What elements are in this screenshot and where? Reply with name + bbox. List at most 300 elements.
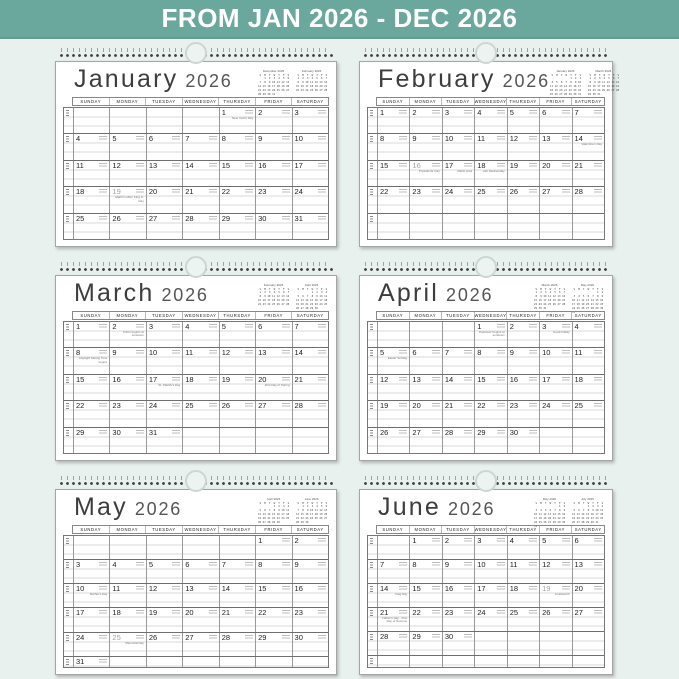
day-cell xyxy=(443,401,475,426)
day-cell xyxy=(378,560,410,583)
day-cell xyxy=(74,633,110,656)
week-gutter xyxy=(64,322,74,347)
week-gutter xyxy=(368,656,378,667)
mini-week-row: 1 2 3 4 5 6 xyxy=(296,505,327,509)
day-cell xyxy=(508,428,540,453)
julian-date-mark xyxy=(399,430,407,434)
date-number: 29 xyxy=(76,427,85,437)
month-card xyxy=(55,476,337,675)
date-number: 3 xyxy=(76,560,81,570)
date-number: 24 xyxy=(294,187,303,197)
julian-date-mark xyxy=(209,163,217,167)
date-number: 12 xyxy=(542,559,551,569)
day-cell xyxy=(540,536,572,559)
week-gutter xyxy=(368,108,378,133)
day-cell xyxy=(220,428,256,453)
day-cell xyxy=(256,108,292,133)
date-number: 19 xyxy=(509,160,519,170)
week-row xyxy=(64,187,328,213)
julian-date-mark xyxy=(432,163,440,167)
holiday-note: Father's Day · First Day of Summer xyxy=(382,616,408,624)
date-number: 2 xyxy=(412,108,417,117)
week-row xyxy=(368,428,604,453)
julian-date-mark xyxy=(209,216,217,220)
day-cell xyxy=(147,608,183,631)
julian-date-mark xyxy=(172,403,180,407)
julian-date-mark xyxy=(432,538,440,542)
day-cell xyxy=(74,161,110,186)
julian-date-mark xyxy=(245,324,253,328)
day-cell xyxy=(378,536,410,559)
date-number: 19 xyxy=(380,401,389,411)
julian-date-mark xyxy=(209,324,217,328)
mini-label: February 2026 xyxy=(263,283,284,287)
week-row xyxy=(368,401,604,427)
julian-date-mark xyxy=(99,635,107,639)
day-cell xyxy=(508,348,540,373)
day-cell xyxy=(573,214,604,239)
date-number: 16 xyxy=(294,584,303,594)
weekday-label: SATURDAY xyxy=(571,312,604,319)
date-number: 13 xyxy=(185,584,194,594)
day-cell xyxy=(540,214,572,239)
julian-date-mark xyxy=(136,324,144,328)
day-cell xyxy=(573,348,604,373)
julian-date-mark xyxy=(464,163,472,167)
day-cell xyxy=(573,428,604,453)
julian-date-mark xyxy=(399,403,407,407)
date-number: 23 xyxy=(294,608,303,618)
mini-week-row: 17 18 19 20 21 22 23 xyxy=(534,517,565,521)
date-number: 5 xyxy=(148,560,154,570)
day-cell xyxy=(293,375,328,400)
day-cell xyxy=(475,187,507,212)
day-cell xyxy=(475,214,507,239)
day-cell xyxy=(256,134,292,159)
day-cell xyxy=(410,584,442,607)
day-cell xyxy=(110,633,146,656)
day-cell xyxy=(443,656,475,667)
julian-date-mark xyxy=(529,430,537,434)
day-cell xyxy=(508,560,540,583)
date-number: 25 xyxy=(477,187,486,197)
julian-date-mark xyxy=(282,377,290,381)
day-cell xyxy=(410,536,442,559)
week-row xyxy=(368,322,604,348)
week-gutter xyxy=(368,214,378,239)
day-cell xyxy=(147,108,183,133)
mini-week-row: 15 16 17 18 19 20 21 xyxy=(534,299,565,303)
day-cell xyxy=(183,428,219,453)
date-number: 19 xyxy=(112,187,121,197)
week-gutter xyxy=(64,187,74,212)
julian-date-mark xyxy=(464,136,472,140)
day-cell xyxy=(378,401,410,426)
day-cell xyxy=(573,656,604,667)
day-cell xyxy=(110,657,146,667)
julian-date-mark xyxy=(432,403,440,407)
day-cell xyxy=(74,134,110,159)
julian-date-mark xyxy=(245,377,253,381)
holiday-note: Easter Sunday xyxy=(387,357,408,361)
julian-date-mark xyxy=(529,136,537,140)
mini-week-row: 5 6 7 8 9 10 11 xyxy=(296,295,327,299)
julian-date-mark xyxy=(594,377,602,381)
weeks xyxy=(367,535,605,668)
date-number: 31 xyxy=(294,213,303,223)
hanging-hole-icon xyxy=(475,42,497,64)
julian-date-mark xyxy=(594,110,602,114)
date-number: 12 xyxy=(509,134,519,144)
title-wrap xyxy=(378,67,550,92)
julian-date-mark xyxy=(136,586,144,590)
holiday-note: Mother's Day xyxy=(89,593,108,597)
mini-dow: S M T W T F S xyxy=(296,287,327,291)
weekday-label: TUESDAY xyxy=(145,312,182,319)
day-cell xyxy=(475,584,507,607)
date-number: 7 xyxy=(221,560,226,570)
day-cell xyxy=(220,134,256,159)
weekday-label: TUESDAY xyxy=(441,526,474,533)
weekday-label: WEDNESDAY xyxy=(182,526,219,533)
mini-week-row: 26 27 28 29 30 xyxy=(258,520,289,524)
week-row xyxy=(64,375,328,401)
date-number: 27 xyxy=(258,401,267,411)
julian-date-mark xyxy=(245,189,253,193)
date-number: 11 xyxy=(76,160,84,170)
julian-date-mark xyxy=(99,216,107,220)
day-cell xyxy=(74,375,110,400)
julian-date-mark xyxy=(209,136,217,140)
mini-dow: S M T W T F S xyxy=(572,287,603,291)
day-cell xyxy=(220,608,256,631)
date-number: 18 xyxy=(185,374,194,384)
julian-date-mark xyxy=(497,350,505,354)
julian-date-mark xyxy=(172,635,180,639)
weekday-label: SUNDAY xyxy=(80,527,102,532)
blank-tail-row xyxy=(368,656,604,667)
week-gutter xyxy=(368,428,378,453)
mini-next xyxy=(296,283,327,311)
holiday-note: First Day of Spring xyxy=(264,383,290,387)
mini-label: April 2026 xyxy=(304,283,319,287)
holiday-note: Flag Day xyxy=(395,592,408,596)
weekday-row xyxy=(72,311,329,320)
julian-date-mark xyxy=(172,163,180,167)
julian-date-mark xyxy=(529,163,537,167)
date-number: 21 xyxy=(444,401,454,411)
calendar-page xyxy=(55,489,337,675)
day-cell xyxy=(183,608,219,631)
holiday-note: Martin Luther King Jr. Day xyxy=(115,196,144,203)
julian-date-mark xyxy=(464,634,472,638)
julian-date-mark xyxy=(245,586,253,590)
mini-label: April 2026 xyxy=(266,497,281,501)
mini-label: January 2026 xyxy=(556,69,575,73)
mini-week-row: 21 22 23 24 25 26 27 xyxy=(296,517,327,521)
date-number: 23 xyxy=(112,401,121,411)
mini-week-row: 3 4 5 6 7 8 9 xyxy=(534,509,565,513)
date-number: 31 xyxy=(148,427,158,437)
date-number: 4 xyxy=(509,536,514,545)
date-number: 11 xyxy=(112,584,121,594)
day-cell xyxy=(540,656,572,667)
weekday-label: SUNDAY xyxy=(382,99,404,104)
mini-prev xyxy=(258,497,289,525)
day-cell xyxy=(410,322,442,347)
weekday-label: FRIDAY xyxy=(255,526,292,533)
julian-date-mark xyxy=(136,163,144,167)
calendar-grid xyxy=(0,39,679,675)
day-cell xyxy=(74,322,110,347)
day-cell xyxy=(378,214,410,239)
julian-date-mark xyxy=(432,610,440,614)
julian-date-mark xyxy=(209,562,217,566)
day-cell xyxy=(378,608,410,631)
julian-date-mark xyxy=(136,562,144,566)
date-number: 22 xyxy=(477,401,486,411)
julian-date-mark xyxy=(99,136,107,140)
spiral-binding xyxy=(359,48,613,61)
day-cell xyxy=(443,108,475,133)
banner-text: FROM JAN 2026 - DEC 2026 xyxy=(161,3,518,33)
julian-date-mark xyxy=(136,189,144,193)
julian-date-mark xyxy=(172,430,180,434)
julian-date-mark xyxy=(318,163,326,167)
title-wrap xyxy=(74,495,182,520)
day-cell xyxy=(147,375,183,400)
hanging-hole-icon xyxy=(185,42,207,64)
day-cell xyxy=(220,536,256,559)
title-wrap xyxy=(378,495,495,520)
date-number: 11 xyxy=(185,348,194,358)
mini-next xyxy=(588,69,619,97)
date-number: 10 xyxy=(76,584,85,594)
date-number: 24 xyxy=(76,632,85,642)
month-year: 2026 xyxy=(448,499,496,519)
date-number: 1 xyxy=(258,536,263,545)
date-number: 4 xyxy=(185,322,190,331)
day-cell xyxy=(508,632,540,655)
date-number: 24 xyxy=(477,607,486,617)
day-cell xyxy=(74,401,110,426)
julian-date-mark xyxy=(432,110,440,114)
julian-date-mark xyxy=(399,586,407,590)
week-gutter xyxy=(64,348,74,373)
day-cell xyxy=(110,428,146,453)
julian-date-mark xyxy=(282,635,290,639)
day-cell xyxy=(110,401,146,426)
julian-date-mark xyxy=(136,377,144,381)
mini-body xyxy=(296,505,327,524)
date-number: 7 xyxy=(574,108,579,117)
weekday-label: WEDNESDAY xyxy=(182,312,219,319)
date-number: 2 xyxy=(112,322,117,331)
weekday-label: TUESDAY xyxy=(441,98,474,105)
julian-date-mark xyxy=(318,189,326,193)
mini-dow: S M T W T F S xyxy=(534,287,565,291)
julian-date-mark xyxy=(282,403,290,407)
day-cell xyxy=(475,375,507,400)
day-cell xyxy=(220,401,256,426)
date-number: 8 xyxy=(412,559,417,569)
week-row xyxy=(368,536,604,560)
date-number: 21 xyxy=(185,187,194,197)
date-number: 10 xyxy=(542,348,551,358)
date-number: 21 xyxy=(574,160,583,170)
day-cell xyxy=(183,560,219,583)
date-number: 11 xyxy=(477,134,486,144)
day-cell xyxy=(475,401,507,426)
mini-dow: S M T W T F S xyxy=(572,501,603,505)
day-cell xyxy=(256,375,292,400)
date-number: 28 xyxy=(380,631,389,641)
julian-date-mark xyxy=(99,586,107,590)
week-gutter xyxy=(368,187,378,212)
day-cell xyxy=(74,608,110,631)
day-cell xyxy=(110,108,146,133)
date-number: 5 xyxy=(509,108,514,117)
julian-date-mark xyxy=(529,538,537,542)
mini-week-row: 24 25 26 27 28 29 30 xyxy=(572,306,603,310)
day-cell xyxy=(183,134,219,159)
mini-week-row: 31 xyxy=(534,524,565,528)
julian-date-mark xyxy=(464,586,472,590)
julian-date-mark xyxy=(594,562,602,566)
calendar-page xyxy=(359,489,613,675)
julian-date-mark xyxy=(529,610,537,614)
julian-date-mark xyxy=(136,216,144,220)
date-number: 22 xyxy=(412,607,421,617)
julian-date-mark xyxy=(99,377,107,381)
week-gutter xyxy=(368,536,378,559)
mini-calendars xyxy=(550,67,619,97)
mini-week-row: 24 25 26 27 28 29 30 xyxy=(534,520,565,524)
date-number: 28 xyxy=(221,632,231,642)
day-cell xyxy=(256,428,292,453)
week-row xyxy=(64,560,328,584)
day-cell xyxy=(183,536,219,559)
day-cell xyxy=(256,187,292,212)
day-cell xyxy=(410,214,442,239)
julian-date-mark xyxy=(529,350,537,354)
day-cell xyxy=(443,428,475,453)
date-number: 28 xyxy=(444,427,454,437)
month-card xyxy=(359,48,619,247)
mini-prev xyxy=(534,283,565,315)
mini-week-row: 7 8 9 10 11 12 13 xyxy=(296,509,327,513)
date-number: 3 xyxy=(294,108,299,117)
month-title: May xyxy=(74,493,128,521)
day-cell xyxy=(183,214,219,239)
julian-date-mark xyxy=(432,136,440,140)
date-number: 14 xyxy=(185,160,194,170)
day-cell xyxy=(74,560,110,583)
julian-date-mark xyxy=(594,324,602,328)
julian-date-mark xyxy=(136,350,144,354)
page-header xyxy=(63,276,329,311)
day-cell xyxy=(443,134,475,159)
julian-date-mark xyxy=(318,538,326,542)
week-gutter xyxy=(368,348,378,373)
hanging-hole-icon xyxy=(185,470,207,492)
week-gutter xyxy=(368,161,378,186)
holiday-note: Presidents' Day xyxy=(418,169,440,173)
julian-date-mark xyxy=(282,586,290,590)
month-title: April xyxy=(378,279,440,307)
week-gutter xyxy=(368,608,378,631)
date-number: 15 xyxy=(258,584,267,594)
julian-date-mark xyxy=(245,136,253,140)
day-cell xyxy=(540,632,572,655)
mini-week-row: 19 20 21 22 23 24 25 xyxy=(296,303,327,307)
julian-date-mark xyxy=(99,350,107,354)
mini-week-row: 17 18 19 20 21 22 23 xyxy=(572,303,603,307)
day-cell xyxy=(110,584,146,607)
spiral-binding xyxy=(55,476,337,489)
weekday-row xyxy=(72,97,329,106)
julian-date-mark xyxy=(464,403,472,407)
mini-dow: S M T W T F S xyxy=(258,73,289,77)
date-number: 3 xyxy=(444,108,450,117)
week-row xyxy=(368,134,604,160)
day-cell xyxy=(256,348,292,373)
julian-date-mark xyxy=(562,189,570,193)
mini-week-row: 1 2 3 4 5 6 xyxy=(258,77,289,81)
day-cell xyxy=(378,632,410,655)
day-cell xyxy=(410,187,442,212)
julian-date-mark xyxy=(99,562,107,566)
week-gutter xyxy=(64,161,74,186)
mini-week-row: 29 30 31 xyxy=(587,92,619,96)
weekday-label: FRIDAY xyxy=(255,312,292,319)
title-wrap xyxy=(74,281,209,306)
mini-week-row: 1 2 3 4 xyxy=(296,291,327,295)
day-cell xyxy=(443,214,475,239)
mini-label: March 2026 xyxy=(541,283,558,287)
spiral-binding xyxy=(359,262,613,275)
date-number: 20 xyxy=(258,374,267,384)
julian-date-mark xyxy=(399,610,407,614)
weeks xyxy=(367,107,605,240)
week-gutter xyxy=(368,560,378,583)
julian-date-mark xyxy=(562,324,570,328)
day-cell xyxy=(573,608,604,631)
mini-calendars xyxy=(258,495,327,525)
mini-week-row: 8 9 10 11 12 13 14 xyxy=(534,295,565,299)
day-cell xyxy=(410,632,442,655)
mini-week-row: 22 23 24 25 26 27 28 xyxy=(587,89,619,93)
month-card xyxy=(55,262,337,461)
date-number: 1 xyxy=(221,108,226,117)
day-cell xyxy=(443,322,475,347)
week-gutter xyxy=(64,608,74,631)
date-number: 30 xyxy=(444,631,454,641)
date-number: 15 xyxy=(477,374,486,384)
day-cell xyxy=(74,187,110,212)
week-row xyxy=(368,560,604,584)
weekday-label: SUNDAY xyxy=(80,99,102,104)
day-cell xyxy=(540,322,572,347)
date-number: 13 xyxy=(258,348,267,358)
julian-date-mark xyxy=(529,324,537,328)
julian-date-mark xyxy=(318,136,326,140)
mini-label: May 2026 xyxy=(542,497,557,501)
day-cell xyxy=(293,608,328,631)
julian-date-mark xyxy=(318,110,326,114)
date-number: 17 xyxy=(542,374,551,384)
julian-date-mark xyxy=(245,216,253,220)
